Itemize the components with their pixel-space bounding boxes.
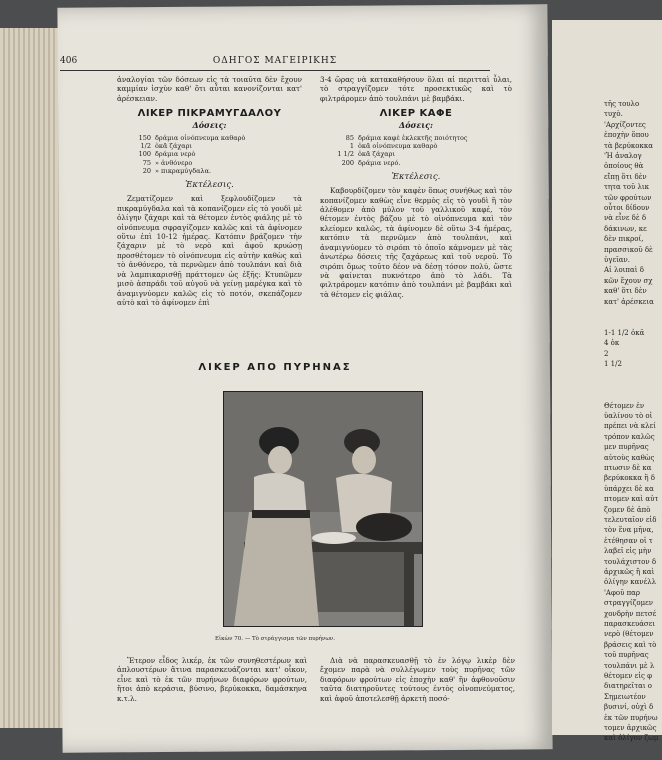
section-title: ΛΙΚΕΡ ΑΠΟ ΠΥΡΗΝΑΣ — [198, 362, 352, 373]
bottom-left-column — [117, 656, 307, 706]
doses-label: Δόσεις: — [399, 119, 433, 130]
facing-page-line: πρασσικοῦ δὲ — [604, 245, 653, 254]
dose-row — [334, 159, 512, 167]
dose-quantity: 1/2 — [140, 142, 151, 151]
facing-page-line: ὑγεῖαν. — [604, 256, 631, 264]
facing-page-line: τομεν ἀρχικῶς — [604, 724, 657, 732]
dose-quantity: 1 — [349, 142, 354, 151]
dose-quantity: 75 — [142, 158, 151, 167]
doses-list — [334, 134, 512, 167]
facing-page-line: τυχὸ. — [604, 110, 623, 119]
dose-ingredient: ὀκᾶ ζάχαρι — [155, 142, 193, 151]
facing-page-line: εἴπῃ ὅτι δὲν — [604, 172, 647, 181]
dose-ingredient: » ἀνθόνερο — [155, 158, 193, 167]
dose-quantity: 1 1/2 — [337, 150, 354, 159]
dose-ingredient: » πικραμύγδαλα. — [155, 166, 212, 175]
facing-page-line: τουλπάνι μὲ λ — [604, 661, 655, 670]
body-text: Ἕτερον εἶδος λικέρ, ἐκ τῶν συνηθεστέρων καὶ ἁπλουστέρων ἅτινα παρασκευάζονται κατ' οἶκον, εἶνε καὶ τὸ ἐκ τῶν πυρήνων διαφόρων φρούτων, ἤτοι ἀπὸ κεράσια, βύσινο, βερύκοκκα, δαμάσκηνα κ.τ.λ. — [117, 656, 307, 703]
facing-page-line: 4 ὀκ — [604, 339, 620, 348]
facing-page-line: ἐτέθησαν οἱ τ — [604, 536, 653, 545]
facing-page-line: στραγγίζομεν — [604, 599, 654, 608]
facing-page-line: τοῦ πυρῆνας — [604, 651, 649, 660]
dose-ingredient: δράμια οἰνόπνευμα καθαρὸ — [155, 134, 246, 143]
facing-page-line: καὶ ὀλίγον ζωμ — [604, 734, 659, 743]
facing-page-line: Αἱ λοιπαὶ δ — [604, 266, 644, 275]
dose-row — [334, 134, 512, 142]
dose-quantity: 100 — [138, 150, 151, 159]
facing-page-line: 'Αφοῦ παρ — [604, 588, 641, 597]
facing-page-line: ὀλίγην κανέλλ — [604, 578, 657, 587]
facing-page-line: θέτομεν εἰς φ — [604, 672, 653, 680]
book-title: ΟΔΗΓΟΣ ΜΑΓΕΙΡΙΚΗΣ — [212, 56, 338, 66]
dose-ingredient: ὀκᾶ οἰνόπνευμα καθαρὸ — [358, 142, 438, 151]
dose-ingredient: δράμια νερὸ — [155, 150, 196, 159]
dose-ingredient: δράμια νερό. — [358, 158, 401, 167]
facing-page-line: τουλάχιστον δ — [604, 557, 657, 566]
intro-text: ἀναλογίαι τῶν δόσεων εἰς τὰ τοιαῦτα δὲν ἔχουν καμμίαν ἰσχὺν καθ' ὅτι αὗται κανονίζονται κατ' ἀρέσκειαν. — [117, 75, 302, 103]
facing-page-line: πτωσιν δὲ κα — [604, 464, 652, 472]
dose-ingredient: ὀκᾶ ζάχαρι — [358, 150, 396, 159]
facing-page-line: τῆς τουλο — [604, 100, 640, 108]
facing-page-line: νὰ εἶνε δὲ δ — [604, 214, 647, 223]
facing-page-line: τὸν ἕνα μῆνα, — [604, 526, 654, 535]
facing-page-line: 1 1/2 — [604, 360, 622, 368]
facing-page-line: νερὸ (θέτομεν — [604, 630, 654, 639]
facing-page-line: Θέτομεν ἐν — [604, 401, 645, 410]
facing-page-line: καθ' ὅτι δὲν — [604, 287, 647, 296]
facing-page-line: 1-1 1/2 ὀκᾶ — [604, 328, 645, 337]
right-column — [320, 75, 512, 302]
facing-page-line: βερύκοκκα ἢ δ — [604, 474, 655, 483]
page-number: 406 — [60, 56, 78, 66]
dose-row — [131, 159, 302, 167]
facing-page-line: ἐποχὴν ὅπου — [604, 131, 649, 140]
facing-page-line: αὐτοὺς καθὼς — [604, 453, 655, 462]
facing-page-line: παρασκευάσει — [604, 620, 656, 628]
facing-page-line: κατ' ἀρέσκεια — [604, 297, 654, 306]
facing-page-line: Σημειωτέον — [604, 692, 646, 701]
dose-quantity: 200 — [341, 158, 354, 167]
execution-label: Ἐκτέλεσις. — [185, 180, 234, 191]
facing-page-line: 'Αρχίζοντες — [604, 120, 646, 129]
facing-page-line: ζομεν δὲ ἀπὸ — [604, 505, 651, 514]
recipe-title-coffee: ΛΙΚΕΡ ΚΑΦΕ — [379, 108, 453, 120]
dose-row — [131, 142, 302, 150]
facing-page-line: δὲν πικροί, — [604, 235, 644, 244]
facing-page — [552, 20, 662, 743]
facing-page-line: τελευταῖον εἰδ — [604, 516, 657, 524]
facing-page-line: πρέπει νὰ κλεί — [604, 422, 656, 431]
facing-page-line: χονδρὴν πετσέ — [604, 609, 657, 618]
intro-text: 3-4 ὥρας νὰ κατακαθήσουν ὅλαι αἱ περιτταὶ ὗλαι, τὸ στραγγίζομεν τότε προσεκτικῶς καὶ τὸ φιλτράρομεν ἀπὸ τουλπάνι μὲ βαμβάκι. — [320, 75, 512, 103]
figure-photo — [223, 391, 423, 627]
dose-quantity: 85 — [345, 134, 354, 143]
facing-page-line: λαβεῖ εἰς μὴν — [604, 547, 652, 556]
facing-page-line: πτομεν καὶ αὐτ — [604, 495, 659, 504]
dose-row — [334, 150, 512, 158]
facing-page-line: τὰ βερύκοκκα — [604, 141, 653, 150]
facing-page-line: κῶν ἔχουν σχ — [604, 276, 653, 285]
dose-quantity: 150 — [138, 134, 151, 143]
facing-page-line: ἐκ τῶν πυρήνω — [604, 713, 658, 722]
facing-page-line: 'Ἡ ἀναλογ — [604, 152, 642, 160]
dose-quantity: 20 — [142, 166, 151, 175]
facing-page-line: τῶν φρούτων — [604, 193, 652, 202]
facing-page-line: ὑαλίνου τὸ οἰ — [604, 412, 653, 420]
left-column — [117, 75, 302, 310]
facing-page-line: μεν πυρῆνας — [604, 443, 649, 452]
bottom-right-column — [320, 656, 515, 706]
facing-page-line: ὑπάρχει δὲ κα — [604, 484, 654, 493]
facing-page-line: τητα τοῦ λικ — [604, 183, 650, 192]
recipe-title-bitter-almond: ΛΙΚΕΡ ΠΙΚΡΑΜΥΓΔΑΛΟΥ — [137, 108, 282, 120]
dose-ingredient: δράμια καφὲ ἐκλεκτῆς ποιότητος — [358, 134, 468, 143]
doses-label: Δόσεις: — [192, 119, 227, 130]
dose-row — [131, 167, 302, 175]
dose-row — [131, 134, 302, 142]
facing-page-line: βυσινί, οὐχὶ δ — [604, 703, 654, 712]
dose-row — [131, 150, 302, 158]
facing-page-line: ἀρχικῶς ἢ καὶ — [604, 568, 655, 576]
facing-page-line: δάκινων, κε — [604, 224, 647, 233]
execution-text: Ζεματίζομεν καὶ ξεφλουδίζομεν τὰ πικραμύγδαλα καὶ τὰ κοπανίζομεν εἰς τὸ γουδὶ μὲ ὀλίγην ζάχαρι καὶ τὰ θέτομεν ἐντὸς φιάλης μὲ τὸ οἰνόπνευμα σφραγίζομεν καλῶς καὶ τὰ ἀφίνομεν οὕτω ἐπὶ 10-12 ἡμέρας. Κατόπιν βράζομεν τὴν ζάχαριν μὲ τὸ νερὸ καὶ ἀφοῦ κρυώσῃ προσθέτομεν τὸ οἰνόπνευμα εἰς αὐτὴν καθὼς καὶ τὸ ἀνθόνερο, τὰ περνῶμεν ἀπὸ τουλπάνι καὶ διὰ νὰ λαμπικαρισθῇ πράττομεν ὡς ἑξῆς: Κτυπῶμεν μισὸ ἀσπράδι τοῦ αὐγοῦ νὰ γείνῃ μαρέγκα καὶ τὸ ἀναμιγνύομεν καλῶς εἰς τὸ ποτόν, σκεπάζομεν αὐτὸ καὶ τὸ ἀφίνομεν ἐπὶ — [117, 194, 302, 307]
execution-text: Καβουρδίζομεν τὸν καφὲν ὅπως συνήθως καὶ τὸν κοπανίζομεν καθὼς εἶνε θερμὸς εἰς τὸ γουδὶ ἢ τὸν ἀλέθομεν ἀπὸ μύλον τοῦ γαλλικοῦ καφέ, τὸν θέτομεν ἐντὸς βάζου μὲ τὸ οἰνόπνευμα καὶ τὸν κλείομεν καλῶς, τὰ ἀφίνομεν δὲ οὕτω 3-4 ἡμέρας, κατόπιν τὰ περνῶμεν ἀπὸ τουλπάνι, καὶ ἀναμιγνύομεν τὸ σιρόπι τὸ ὁποῖο κάμνομεν μὲ τὰς ἀνωτέρω δόσεις τῆς ζαχάρεως καὶ τοῦ νεροῦ. Τὸ σιρόπι ὅμως τοῦτο δέον νὰ δέσῃ τόσον πολύ, ὥστε νὰ φαίνεται πυκνότερο ἀπὸ τὸ λάδι. Τὰ φιλτράρομεν κατόπιν ἀπὸ τουλπάνι μὲ βαμβάκι καὶ τὰ θέτομεν εἰς φιάλας. — [320, 186, 512, 299]
facing-page-line: τρόπον καλῶς — [604, 432, 655, 441]
facing-page-line: ὁποίους θὰ — [604, 162, 644, 171]
doses-list — [131, 134, 302, 175]
facing-page-line: διατηρεῖται ο — [604, 682, 653, 691]
facing-page-line: βράσεις καὶ τὸ — [604, 640, 657, 649]
running-header — [60, 56, 490, 71]
figure-caption: Εἰκὼν 70. — Τὸ στράγγισμα τῶν πυρήνων. — [215, 636, 335, 642]
facing-page-line: οὗτοι δίδουν — [604, 204, 650, 212]
body-text: Διὰ νὰ παρασκευασθῇ τὸ ἐν λόγῳ λικὲρ δὲν ἔχομεν παρὰ νὰ συλλέγωμεν τοὺς πυρῆνας τῶν διαφόρων φρούτων εἰς ἐποχὴν καθ' ἣν ἀφθονοῦσιν ταῦτα διατηροῦντες τούτους ἐντὸς οἰνοπνεύματος, καὶ ἀφοῦ ἀποτελεσθῇ ἀρκετὴ ποσό- — [320, 656, 515, 703]
execution-label: Ἐκτέλεσις. — [391, 171, 441, 182]
women-straining-illustration — [224, 392, 422, 626]
facing-page-line: 2 — [604, 349, 609, 358]
